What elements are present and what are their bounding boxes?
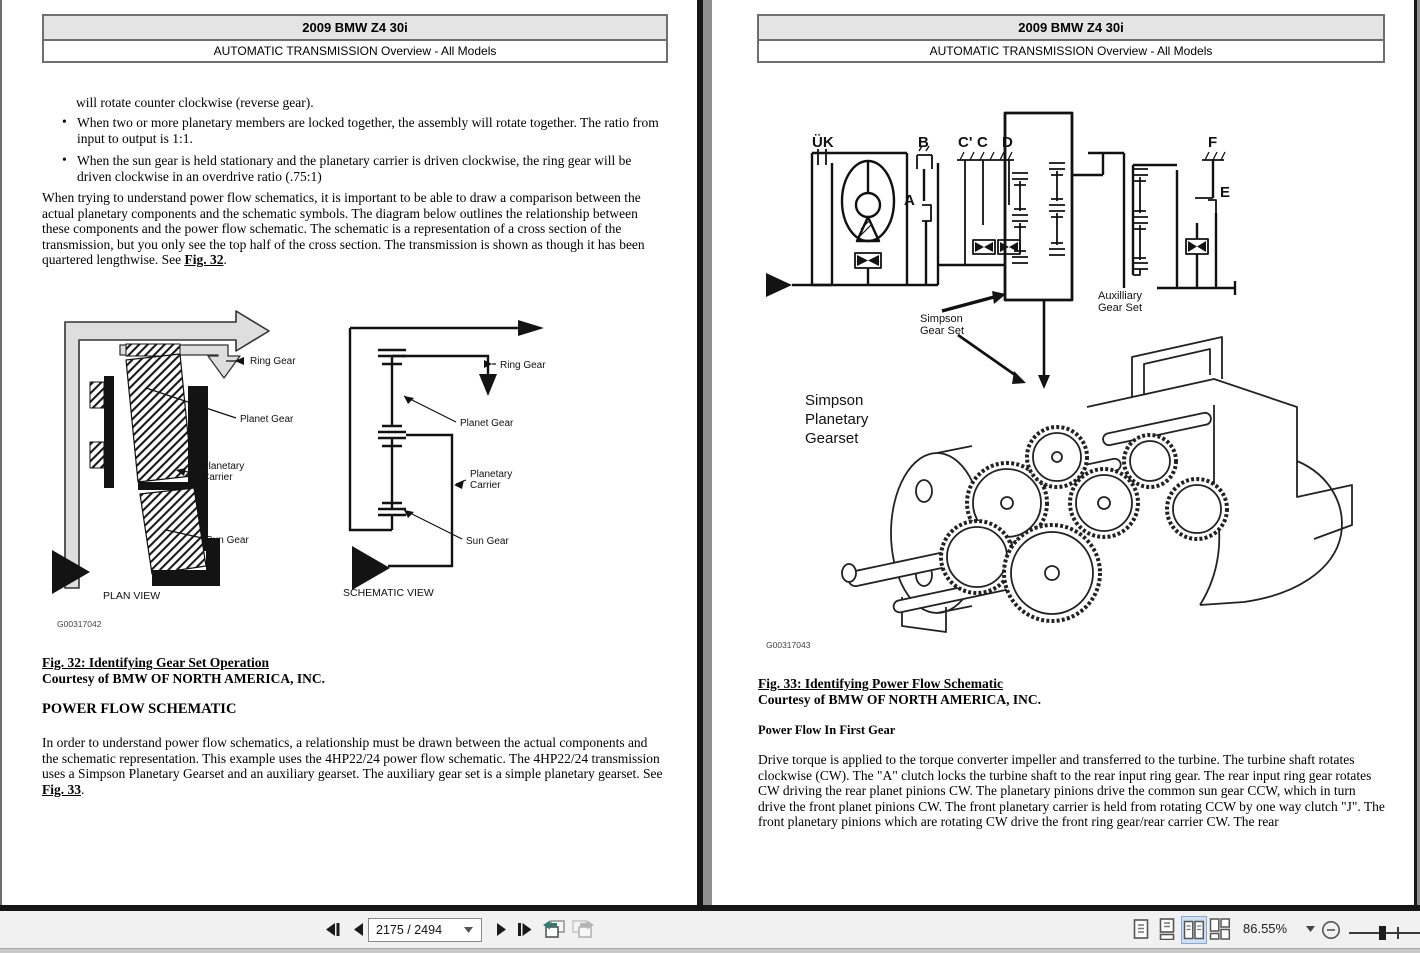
plan-ring-gear-label: Ring Gear xyxy=(250,356,296,367)
page-header-subtitle: AUTOMATIC TRANSMISSION Overview - All Models xyxy=(44,41,666,61)
previous-page-button[interactable] xyxy=(348,917,370,941)
continuous-layout-button[interactable] xyxy=(1155,916,1179,942)
fig-33-caption-title: Fig. 33: Identifying Power Flow Schematic xyxy=(758,676,1003,691)
zoom-out-button[interactable] xyxy=(1321,920,1341,940)
schem-planet-gear-label: Planet Gear xyxy=(460,418,514,429)
paragraph-text: . xyxy=(81,781,85,797)
gearset-caption-line-3: Gearset xyxy=(805,430,859,447)
zoom-slider-midpoint-tick xyxy=(1397,927,1399,939)
page-number-field xyxy=(368,918,482,942)
document-page-right xyxy=(712,0,1417,905)
schematic-label-e: E xyxy=(1220,184,1231,201)
schematic-label-d: D xyxy=(1002,134,1013,151)
schematic-label-f: F xyxy=(1208,134,1218,151)
schematic-label-b: B xyxy=(918,134,929,151)
minus-circle-icon xyxy=(1321,920,1341,940)
zoom-dropdown-icon xyxy=(1306,926,1315,932)
paragraph-first-gear: Drive torque is applied to the torque converter impeller and transferred to the turbine. The turbine shaft rotates clockwise (CW). The "A" clutch locks the turbine shaft to the rear input ring gear. The rear input ring gear rotates CW driving the rear planet pinions CW. The planetary pinions drive the common sun gear CCW, which in turn drive the front planet pinions CW. The front planetary carrier is held from rotating CCW by one way clutch "J". The front planetary pinions which are rotating CW drive the front ring gear/rear carrier CW. The rear xyxy=(758,752,1385,830)
bullet-item: • When the sun gear is held stationary and the planetary carrier is driven clockwise, the ring gear will be driven clockwise in an overdrive ratio (.75:1) xyxy=(60,153,660,184)
power-flow-schematic xyxy=(766,113,1235,389)
previous-view-button[interactable] xyxy=(540,917,568,941)
first-page-button[interactable] xyxy=(322,917,344,941)
plan-sun-gear-label: Sun Gear xyxy=(206,535,249,546)
last-page-button[interactable] xyxy=(514,917,536,941)
continuous-layout-icon xyxy=(1157,918,1177,940)
last-page-icon xyxy=(516,922,534,937)
schematic-view-caption: SCHEMATIC VIEW xyxy=(343,587,434,599)
simpson-gear-set-label-2: Gear Set xyxy=(920,325,965,337)
page-header-table xyxy=(42,14,668,63)
zoom-slider-handle[interactable] xyxy=(1379,926,1386,940)
zoom-dropdown-button[interactable] xyxy=(1306,926,1315,932)
fig-33-link[interactable]: Fig. 33 xyxy=(42,781,81,797)
aux-gear-set-label-1: Auxilliary xyxy=(1098,290,1143,302)
gearset-caption-line-2: Planetary xyxy=(805,411,869,428)
simpson-gear-set-label-1: Simpson xyxy=(920,313,963,325)
next-page-icon xyxy=(494,922,508,937)
previous-view-icon xyxy=(542,919,567,940)
facing-pages-layout-button[interactable] xyxy=(1181,916,1207,944)
status-strip xyxy=(0,949,1420,953)
figure-image-code: G00317043 xyxy=(766,640,811,650)
paragraph-intro xyxy=(42,190,664,268)
page-header-title: 2009 BMW Z4 30i xyxy=(44,16,666,41)
schem-carrier-label-1: Planetary xyxy=(470,469,513,480)
paragraph-text: In order to understand power flow schematics, a relationship must be drawn between the actual components and the schematic representation. This example uses the 4HP22/24 power flow schematic. The 4HP22/24 transmission uses a Simpson Planetary Gearset and an auxiliary gearset. The auxiliary gear set is a simple planetary gearset. See xyxy=(42,735,663,782)
aux-gear-set-label-2: Gear Set xyxy=(1098,302,1143,314)
fig-33-power-flow-diagram xyxy=(752,105,1397,653)
schematic-label-c-prime: C' xyxy=(958,134,973,151)
fig-32-gear-set-diagram xyxy=(40,298,640,643)
document-page-left xyxy=(2,0,703,905)
page-header-subtitle: AUTOMATIC TRANSMISSION Overview - All Models xyxy=(759,41,1383,61)
viewer-toolbar xyxy=(0,911,1420,949)
plan-carrier-label-1: Planetary xyxy=(202,461,245,472)
bullet-item: • When two or more planetary members are locked together, the assembly will rotate together. The ratio from input to output is 1:1. xyxy=(60,115,660,146)
fig-32-link[interactable]: Fig. 32 xyxy=(184,252,224,268)
single-page-layout-button[interactable] xyxy=(1129,916,1153,942)
page-field-dropdown-icon[interactable] xyxy=(464,927,473,933)
fig-32-caption-courtesy: Courtesy of BMW OF NORTH AMERICA, INC. xyxy=(42,671,326,686)
facing-pages-layout-icon xyxy=(1183,919,1205,941)
paragraph-text: . xyxy=(223,252,227,268)
section-heading: POWER FLOW SCHEMATIC xyxy=(42,701,237,717)
page-number-input[interactable] xyxy=(369,923,464,937)
paragraph-power-flow xyxy=(42,735,664,797)
schem-ring-gear-label: Ring Gear xyxy=(500,360,546,371)
paragraph-text: When trying to understand power flow schematics, it is important to be able to draw a comparison between the actual planetary components and the schematic symbols. The diagram below outlines the relationship between these components and the power flow schematic. The schematic is a representation of a cross section of the transmission, but you only see the top half of the cross section. The transmission is shown as though it has been quartered lengthwise. See xyxy=(42,190,645,268)
zoom-level-value: 86.55% xyxy=(1243,921,1288,936)
single-page-layout-icon xyxy=(1131,918,1151,940)
fig-33-caption-courtesy: Courtesy of BMW OF NORTH AMERICA, INC. xyxy=(758,692,1042,707)
first-page-icon xyxy=(324,922,342,937)
plan-view-drawing xyxy=(52,311,269,594)
figure-image-code: G00317042 xyxy=(57,619,102,629)
facing-continuous-layout-button[interactable] xyxy=(1208,916,1232,942)
next-view-button[interactable] xyxy=(568,917,596,941)
page-header-title: 2009 BMW Z4 30i xyxy=(759,16,1383,41)
continuation-line: will rotate counter clockwise (reverse gear). xyxy=(76,95,314,110)
plan-planet-gear-label: Planet Gear xyxy=(240,414,294,425)
gearset-caption-line-1: Simpson xyxy=(805,392,864,409)
subsection-heading: Power Flow In First Gear xyxy=(758,723,896,737)
next-page-button[interactable] xyxy=(490,917,512,941)
plan-view-caption: PLAN VIEW xyxy=(103,590,161,602)
fig-32-caption-title: Fig. 32: Identifying Gear Set Operation xyxy=(42,655,269,670)
schematic-label-a: A xyxy=(904,192,915,209)
next-view-icon xyxy=(570,919,595,940)
simpson-gearset-illustration xyxy=(842,337,1352,632)
schematic-label-uk: ÜK xyxy=(812,134,834,151)
facing-continuous-layout-icon xyxy=(1209,918,1231,940)
bullet-list xyxy=(60,115,660,191)
previous-page-icon xyxy=(352,922,366,937)
page-header-table xyxy=(757,14,1385,63)
schem-sun-gear-label: Sun Gear xyxy=(466,536,509,547)
schem-carrier-label-2: Carrier xyxy=(470,480,501,491)
plan-carrier-label-2: Carrier xyxy=(202,472,233,483)
schematic-label-c: C xyxy=(977,134,988,151)
